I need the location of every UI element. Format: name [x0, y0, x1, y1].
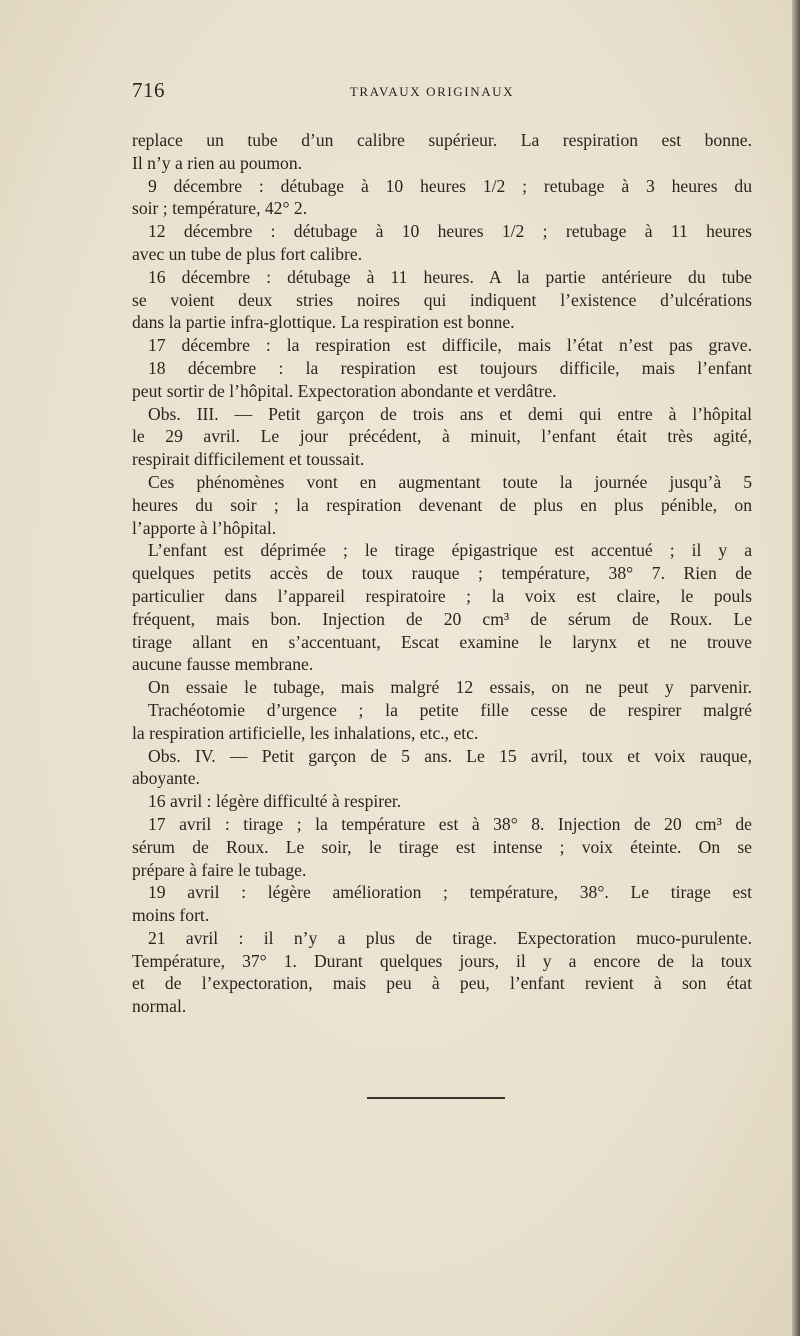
text-line: respirait difficilement et toussait. [132, 449, 365, 470]
page-edge-shadow [792, 0, 800, 1336]
text-line: se voient deux stries noires qui indiquent l’existence d’ulcérations [132, 289, 752, 310]
text-line: particulier dans l’appareil respiratoire ; la voix est claire, le pouls [132, 585, 752, 606]
body-text [132, 129, 752, 1018]
text-line: 17 avril : tirage ; la température est à 38° 8. Injection de 20 cm³ de [148, 813, 752, 834]
text-line: 16 avril : légère difficulté à respirer. [148, 791, 402, 812]
text-line: tirage allant en s’accentuant, Escat examine le larynx et ne trouve [132, 631, 752, 652]
text-line: replace un tube d’un calibre supérieur. La respiration est bonne. [132, 130, 752, 150]
text-line: 21 avril : il n’y a plus de tirage. Expectoration muco-purulente. [148, 927, 752, 948]
text-line: avec un tube de plus fort calibre. [132, 243, 363, 264]
text-line: Trachéotomie d’urgence ; la petite fille cesse de respirer malgré [148, 699, 752, 720]
page-header [132, 78, 752, 108]
text-line: prépare à faire le tubage. [132, 859, 307, 880]
text-line: Obs. III. — Petit garçon de trois ans et demi qui entre à l’hôpital [148, 403, 752, 424]
text-line: Obs. IV. — Petit garçon de 5 ans. Le 15 avril, toux et voix rauque, [148, 745, 752, 766]
text-line: On essaie le tubage, mais malgré 12 essais, on ne peut y parvenir. [148, 677, 752, 698]
text-line: L’enfant est déprimée ; le tirage épigastrique est accentué ; il y a [148, 540, 752, 561]
section-end-rule [367, 1097, 505, 1099]
text-line: 17 décembre : la respiration est difficile, mais l’état n’est pas grave. [148, 335, 752, 356]
text-line: normal. [132, 996, 187, 1017]
text-line: 18 décembre : la respiration est toujours difficile, mais l’enfant [148, 357, 752, 378]
text-line: 19 avril : légère amélioration ; température, 38°. Le tirage est [148, 882, 752, 903]
text-line: l’apporte à l’hôpital. [132, 517, 277, 538]
text-line: 9 décembre : détubage à 10 heures 1/2 ; retubage à 3 heures du [148, 175, 752, 196]
text-line: aboyante. [132, 768, 200, 789]
text-line: Ces phénomènes vont en augmentant toute la journée jusqu’à 5 [148, 471, 752, 492]
text-line: peut sortir de l’hôpital. Expectoration abondante et verdâtre. [132, 380, 557, 401]
text-line: aucune fausse membrane. [132, 654, 314, 675]
text-line: Température, 37° 1. Durant quelques jours, il y a encore de la toux [132, 950, 752, 971]
text-line: 12 décembre : détubage à 10 heures 1/2 ; retubage à 11 heures [148, 221, 752, 242]
page-number: 716 [132, 78, 165, 102]
text-line: sérum de Roux. Le soir, le tirage est intense ; voix éteinte. On se [132, 836, 752, 857]
text-line: soir ; température, 42° 2. [132, 198, 308, 219]
text-line: 16 décembre : détubage à 11 heures. A la partie antérieure du tube [148, 266, 752, 287]
text-line: dans la partie infra-glottique. La respiration est bonne. [132, 312, 515, 333]
text-line: et de l’expectoration, mais peu à peu, l’enfant revient à son état [132, 973, 752, 994]
running-title: TRAVAUX ORIGINAUX [349, 84, 515, 99]
text-line: le 29 avril. Le jour précédent, à minuit, l’enfant était très agité, [132, 426, 752, 447]
text-line: fréquent, mais bon. Injection de 20 cm³ de sérum de Roux. Le [132, 608, 752, 629]
text-line: heures du soir ; la respiration devenant de plus en plus pénible, on [132, 494, 752, 515]
text-line: la respiration artificielle, les inhalations, etc., etc. [132, 722, 479, 743]
text-line: Il n’y a rien au poumon. [132, 152, 303, 173]
text-line: quelques petits accès de toux rauque ; température, 38° 7. Rien de [132, 563, 752, 584]
text-line: moins fort. [132, 905, 210, 926]
